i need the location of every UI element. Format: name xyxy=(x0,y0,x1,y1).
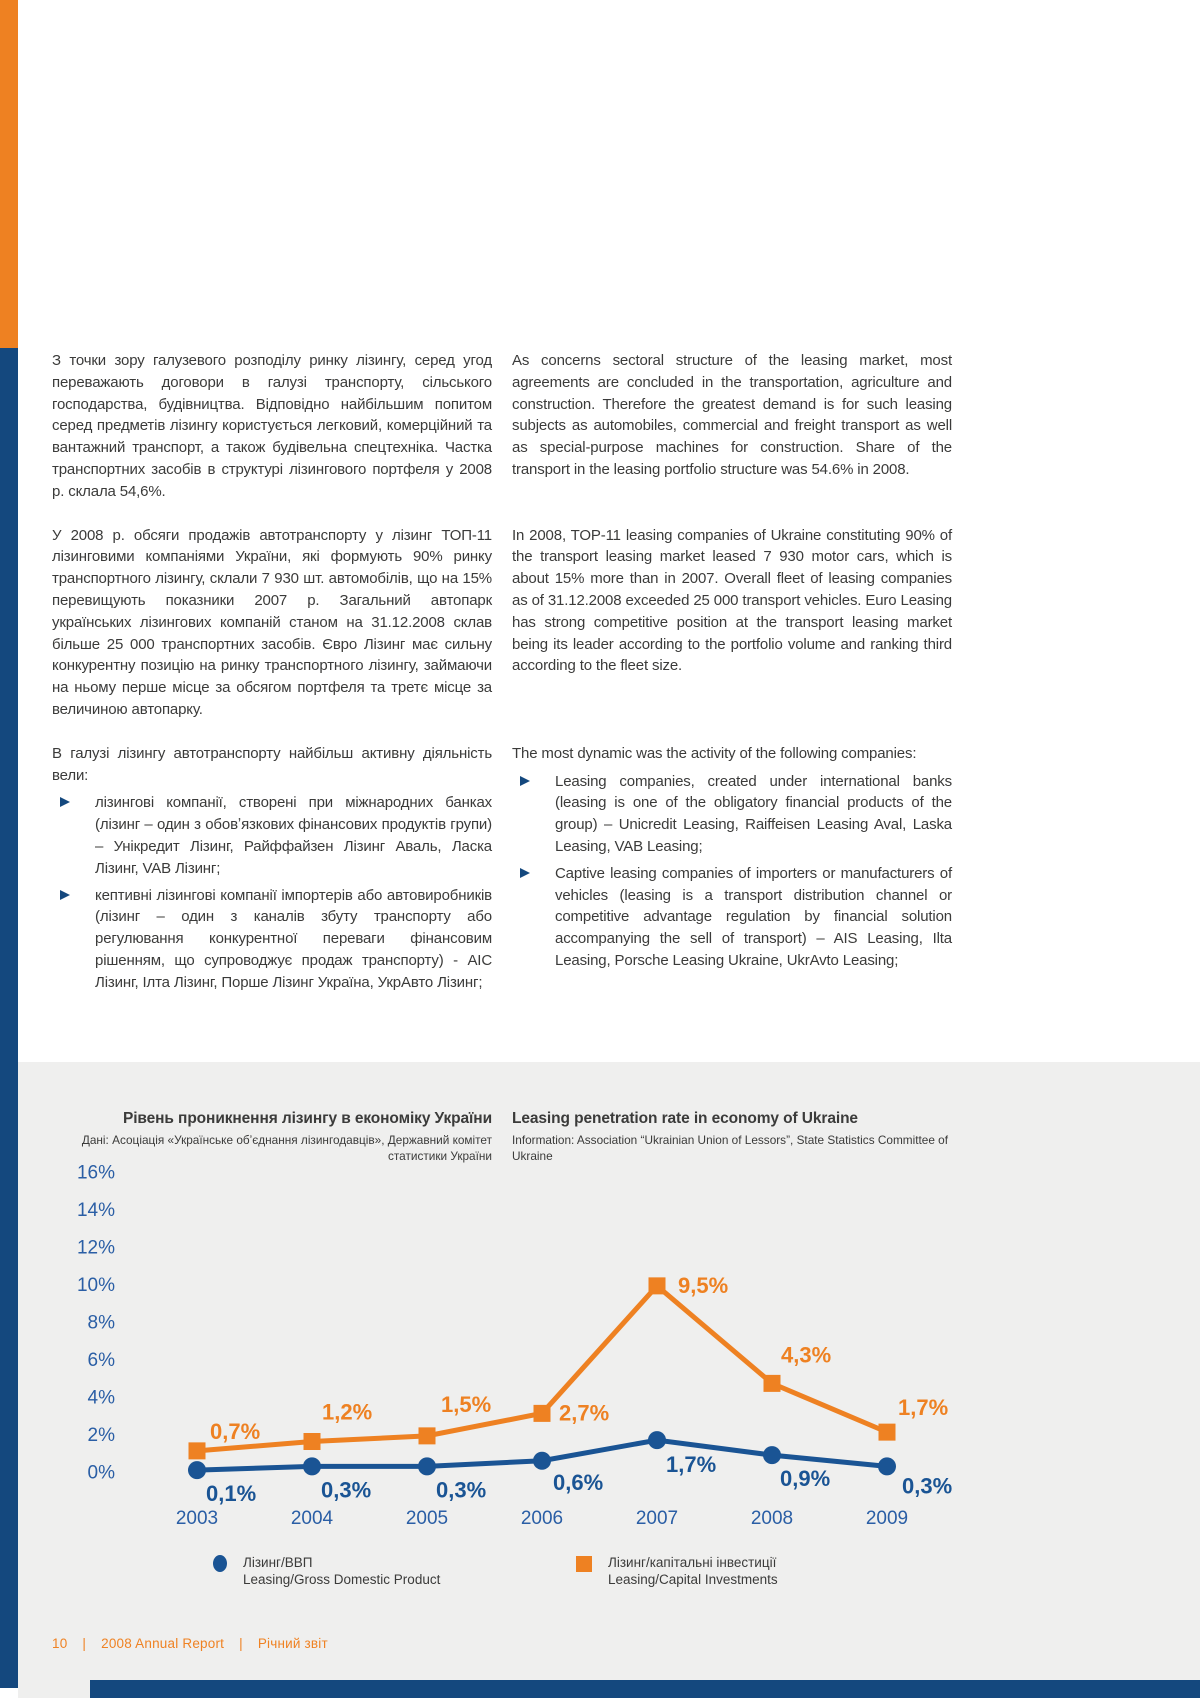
data-point-label: 0,1% xyxy=(206,1481,257,1507)
left-accent-bar-orange xyxy=(0,0,18,348)
page-number: 10 xyxy=(52,1636,68,1651)
chart-section xyxy=(18,1062,1200,1698)
legend-item-gdp xyxy=(213,1554,440,1588)
x-axis-year-label: 2007 xyxy=(635,1508,679,1529)
data-point-label: 0,7% xyxy=(210,1418,261,1444)
list-intro-en: The most dynamic was the activity of the following companies: xyxy=(512,744,917,762)
y-axis-tick: 0% xyxy=(87,1462,115,1484)
footer-separator: | xyxy=(239,1636,243,1651)
data-point-square xyxy=(879,1424,896,1441)
x-axis-year-label: 2005 xyxy=(405,1508,449,1529)
list-item: Leasing companies, created under international banks (leasing is one of the obligatory financial products of the group) – Unicredit Leasing, Raiffeisen Leasing Aval, Laska Leasing, VAB Leasing; xyxy=(512,771,952,858)
chart-header-ua xyxy=(52,1110,492,1164)
data-point-circle xyxy=(878,1457,896,1475)
data-point-square xyxy=(534,1405,551,1422)
paragraph-ua-1: З точки зору галузевого розподілу ринку лізингу, серед угод переважають договори в галузі транспорту, сільського господарства, будівництва. Відповідно найбільшим попитом серед предметів лізингу користується легковий, комерційний та вантажний транспорт, а також будівельна спецтехніка. Частка транспортних засобів в структурі лізингового портфеля у 2008 р. склала 54,6%. xyxy=(52,352,492,500)
y-axis-tick: 4% xyxy=(87,1387,115,1409)
x-axis-year-label: 2006 xyxy=(520,1508,564,1529)
list-item: лізингові компанії, створені при міжнародних банках (лізинг – один з обовʼязкових фінансових продуктів групи) – Унікредит Лізинг, Райффайзен Лізинг Аваль, Ласка Лізинг, VAB Лізинг; xyxy=(52,792,492,879)
paragraph-en-1: As concerns sectoral structure of the leasing market, most agreements are concluded in the transportation, agriculture and construction. Therefore the greatest demand is for such leasing subjects as automobiles, commercial and freight transport as well as special-purpose machines for construction. Share of the transport in the leasing portfolio structure was 54.6% in 2008. xyxy=(512,352,952,478)
y-axis-tick: 8% xyxy=(87,1312,115,1334)
chart-title-en: Leasing penetration rate in economy of Ukraine xyxy=(512,1110,858,1127)
legend-label-gdp-en: Leasing/Gross Domestic Product xyxy=(243,1572,441,1587)
data-point-label: 0,3% xyxy=(436,1477,487,1503)
footer-title-en: 2008 Annual Report xyxy=(101,1636,225,1651)
list-block-en xyxy=(512,743,952,999)
blue-circle-marker-icon xyxy=(213,1555,227,1572)
y-axis-tick: 10% xyxy=(76,1275,115,1296)
data-point-label: 1,2% xyxy=(322,1399,373,1425)
chart-header xyxy=(52,1110,952,1164)
data-point-circle xyxy=(763,1446,781,1464)
list-intro-ua: В галузі лізингу автотранспорту найбільш активну діяльність вели: xyxy=(52,744,492,784)
chart-subtitle-en: Information: Association “Ukrainian Union of Lessors”, State Statistics Committee of Ukraine xyxy=(512,1133,949,1163)
legend-label-gdp xyxy=(243,1554,440,1588)
data-point-label: 2,7% xyxy=(559,1400,610,1426)
legend-item-capital-investments xyxy=(576,1554,778,1588)
data-point-label: 4,3% xyxy=(781,1342,832,1368)
y-axis-tick: 2% xyxy=(87,1425,115,1446)
data-point-square xyxy=(649,1277,666,1294)
x-axis-year-label: 2008 xyxy=(750,1508,794,1529)
data-point-label: 1,7% xyxy=(666,1452,717,1478)
chart-title-ua: Рівень проникнення лізингу в економіку України xyxy=(122,1110,492,1127)
y-axis-tick: 14% xyxy=(76,1200,115,1221)
data-point-circle xyxy=(303,1457,321,1475)
bullet-list-ua xyxy=(52,792,492,993)
bullet-list-en xyxy=(512,771,952,972)
data-point-square xyxy=(304,1433,321,1450)
x-axis-year-label: 2009 xyxy=(865,1508,909,1529)
data-point-label: 1,7% xyxy=(898,1395,949,1421)
list-block-ua xyxy=(52,743,492,999)
paragraph-en-2: In 2008, TOP-11 leasing companies of Ukraine constituting 90% of the transport leasing market leased 7 930 motor cars, which is about 15% more than in 2007. Overall fleet of leasing companies as of 31.12.2008 exceeded 25 000 transport vehicles. Euro Leasing has strong competitive position at the transport leasing market being its leader according to the portfolio volume and ranking third according to the fleet size. xyxy=(512,526,952,675)
y-axis-tick: 12% xyxy=(76,1237,115,1259)
chart-header-en xyxy=(512,1110,952,1164)
data-point-label: 9,5% xyxy=(678,1272,729,1298)
legend-label-capex xyxy=(608,1554,778,1588)
data-point-circle xyxy=(533,1452,551,1470)
footer-title-ua: Річний звіт xyxy=(257,1636,328,1651)
body-text-columns xyxy=(52,350,952,999)
data-point-circle xyxy=(188,1461,206,1479)
data-point-label: 0,3% xyxy=(321,1477,372,1503)
legend-label-capex-en: Leasing/Capital Investments xyxy=(608,1572,778,1587)
capital-investments-series-line xyxy=(197,1286,887,1451)
list-item: Captive leasing companies of importers or manufacturers of vehicles (leasing is a transport distribution channel or competitive advantage regulation by financial solution accompanying the sell of transport) – AIS Leasing, Ilta Leasing, Porsche Leasing Ukraine, UkrAvto Leasing; xyxy=(512,863,952,972)
data-point-square xyxy=(419,1427,436,1444)
x-axis-year-label: 2004 xyxy=(290,1508,334,1529)
data-point-label: 0,9% xyxy=(780,1466,831,1492)
data-point-square xyxy=(764,1375,781,1392)
data-point-label: 0,6% xyxy=(553,1469,604,1495)
orange-square-marker-icon xyxy=(576,1556,592,1572)
x-axis-year-label: 2003 xyxy=(175,1508,219,1529)
data-point-square xyxy=(189,1442,206,1459)
bottom-accent-bar xyxy=(90,1680,1200,1698)
footer-separator: | xyxy=(82,1636,87,1651)
paragraph-ua-2: У 2008 р. обсяги продажів автотранспорту у лізинг ТОП-11 лізинговими компаніями України, які формують 90% ринку транспортного лізингу, склали 7 930 шт. автомобілів, що на 15% перевищують показники 2007 р. Загальний автопарк українських лізингових компаній станом на 31.12.2008 склав більше 25 000 транспортних засобів. Євро Лізинг має сильну конкурентну позицію на ринку транспортного лізингу, займаючи на ньому перше місце за обсягом портфеля та третє місце за величиною автопарку. xyxy=(52,526,492,718)
y-axis-tick: 16% xyxy=(76,1162,115,1184)
data-point-label: 1,5% xyxy=(441,1391,492,1417)
legend-label-gdp-ua: Лізинг/ВВП xyxy=(243,1555,313,1570)
data-point-circle xyxy=(418,1457,436,1475)
data-point-circle xyxy=(648,1431,666,1449)
page-footer xyxy=(52,1636,328,1651)
chart-subtitle-ua: Дані: Асоціація «Українське обʼєднання лізингодавців», Державний комітет статистики України xyxy=(81,1133,492,1163)
data-point-label: 0,3% xyxy=(902,1473,953,1499)
legend-label-capex-ua: Лізинг/капітальні інвестиції xyxy=(608,1555,777,1570)
y-axis-tick: 6% xyxy=(87,1350,115,1371)
left-accent-bar-navy xyxy=(0,348,18,1688)
list-item: кептивні лізингові компанії імпортерів або автовиробників (лізинг – один з каналів збуту транспорту або регулювання конкурентної переваги фінансовим рішенням, що супроводжує продаж транспорту) - АІС Лізинг, Ілта Лізинг, Порше Лізинг Україна, УкрАвто Лізинг; xyxy=(52,885,492,994)
